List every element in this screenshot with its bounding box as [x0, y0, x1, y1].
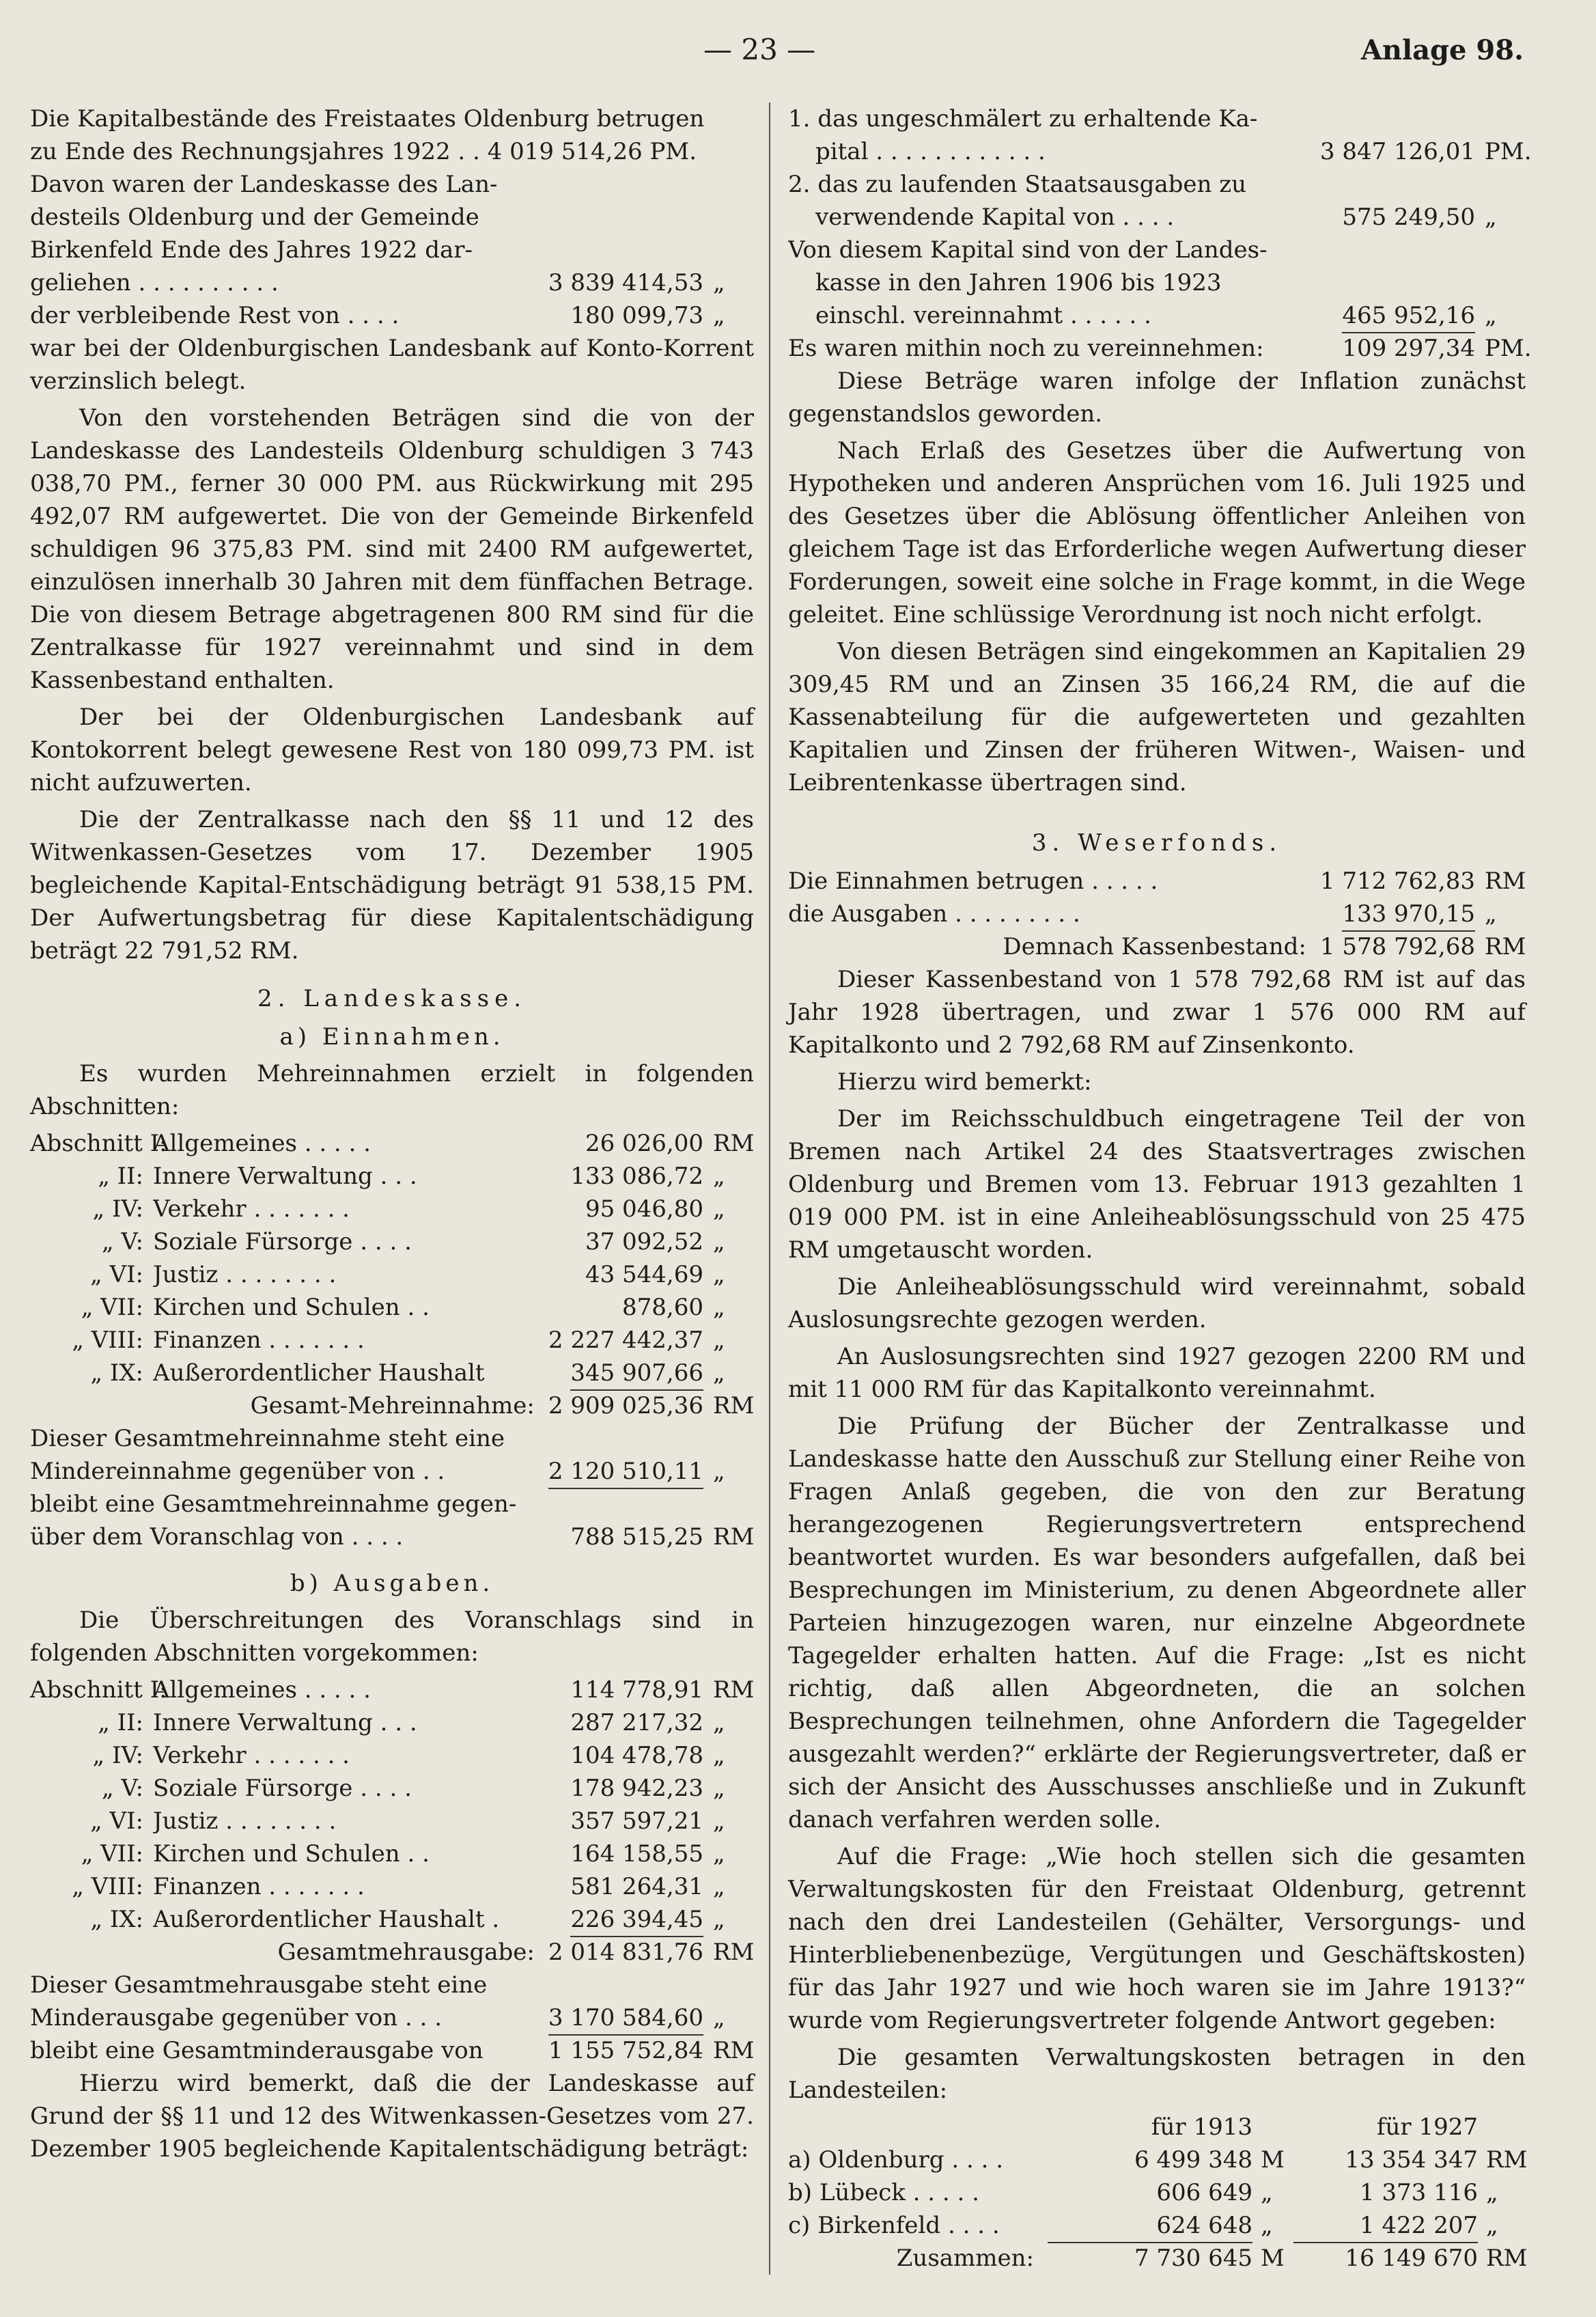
paragraph: Es wurden Mehreinnahmen erzielt in folgenden Abschnitten:	[30, 1060, 754, 1120]
table-row	[30, 1739, 754, 1772]
table-row	[30, 1193, 754, 1225]
row-unit: „	[713, 1163, 725, 1190]
costs-row	[788, 2176, 1526, 2209]
costs-header-row	[788, 2111, 1526, 2143]
value-1927: 13 354 347	[1345, 2146, 1478, 2174]
row-unit: „	[713, 1742, 725, 1769]
paragraph: Die gesamten Verwaltungskosten betragen in den Landesteilen:	[788, 2044, 1526, 2104]
costs-table	[788, 2143, 1526, 2242]
text-line: bleibt eine Gesamtmehreinnahme gegen-	[30, 1490, 517, 1518]
right-column	[788, 102, 1532, 2275]
unit-1913: „	[1261, 2179, 1273, 2206]
row-label: a) Oldenburg . . . .	[788, 2146, 1004, 2174]
value-1927: 1 422 207	[1293, 2209, 1478, 2243]
total-row: Gesamtmehrausgabe: 2 014 831,76 RM	[277, 1939, 755, 1966]
row-label: b) Lübeck . . . . .	[788, 2179, 979, 2206]
amount-row: einschl. vereinnahmt . . . . . . 465 952,16 „	[788, 299, 1526, 332]
table-row	[30, 1870, 754, 1903]
row-unit: „	[713, 1840, 725, 1868]
section-number: „ IX:	[90, 1359, 143, 1387]
row-label: Allgemeines . . . . .	[153, 1676, 371, 1704]
value-1913: 6 499 348	[1134, 2146, 1252, 2174]
section-number: „ VII:	[81, 1294, 143, 1321]
subsection-heading: b) Ausgaben.	[290, 1570, 494, 1597]
row-unit: RM	[713, 1676, 755, 1704]
table-row	[30, 1127, 754, 1160]
table-row	[30, 1903, 754, 1936]
unit-1927: „	[1486, 2179, 1498, 2206]
row-label: Innere Verwaltung . . .	[153, 1709, 417, 1736]
row-unit: „	[713, 1807, 725, 1835]
unit-1927: RM	[1486, 2146, 1528, 2174]
row-value: 104 478,78	[570, 1742, 703, 1769]
text-line: Birkenfeld Ende des Jahres 1922 dar-	[30, 236, 473, 264]
row-unit: „	[1485, 900, 1497, 928]
section-number: Abschnitt I:	[30, 1676, 167, 1704]
amount-row: verwendende Kapital von . . . . 575 249,50 „	[815, 204, 1497, 231]
row-value: 2 227 442,37	[548, 1327, 703, 1354]
row-label: Außerordentlicher Haushalt .	[153, 1906, 500, 1933]
row-value: 178 942,23	[570, 1775, 703, 1802]
paragraph: Auf die Frage: „Wie hoch stellen sich die gesamten Verwaltungskosten für den Freistaat Oldenburg, getrennt nach den drei Landesteilen (Gehälter, Versorgungs- und Hinterbliebenenbezüge, Vergütungen und Geschäftskosten) für das Jahr 1927 und wie hoch waren sie im Jahre 1913?“ wurde vom Regierungsvertreter folgende Antwort gegeben:	[788, 1843, 1526, 2034]
table-row	[30, 1160, 754, 1193]
table-row	[30, 1225, 754, 1258]
table-row	[30, 1357, 754, 1389]
row-label: Kirchen und Schulen . .	[153, 1840, 430, 1868]
paragraph: Die Überschreitungen des Voranschlags sind in folgenden Abschnitten vorgekommen:	[30, 1607, 754, 1667]
row-label: Verkehr . . . . . . .	[153, 1742, 350, 1769]
total-row: Demnach Kassenbestand: 1 578 792,68 RM	[1003, 933, 1526, 960]
row-value: 581 264,31	[570, 1873, 703, 1900]
text-line: Davon waren der Landeskasse des Lan-	[30, 171, 498, 198]
total-row: Gesamt-Mehreinnahme: 2 909 025,36 RM	[250, 1392, 755, 1419]
section-number: „ VIII:	[72, 1327, 143, 1354]
row-value: 164 158,55	[570, 1840, 703, 1868]
row-unit: „	[713, 1195, 725, 1223]
row-unit: „	[713, 1261, 725, 1288]
page-header	[0, 25, 1596, 79]
row-unit: „	[713, 1709, 725, 1736]
costs-row	[788, 2209, 1526, 2242]
table-row	[30, 1805, 754, 1837]
row-value: 1 712 762,83	[1319, 868, 1475, 895]
section-number: „ IX:	[90, 1906, 143, 1933]
row-label: Finanzen . . . . . . .	[153, 1873, 365, 1900]
row-value: 95 046,80	[585, 1195, 703, 1223]
text-line: zu Ende des Rechnungsjahres 1922 . . 4 019 514,26 PM.	[30, 138, 697, 165]
row-unit: „	[713, 1906, 725, 1933]
unit-1927: „	[1486, 2212, 1498, 2239]
row-unit: RM	[713, 1130, 755, 1157]
expense-table	[30, 1674, 754, 1936]
year-1927-header: für 1927	[1376, 2113, 1478, 2141]
paragraph: Die Prüfung der Bücher der Zentralkasse und Landeskasse hatte den Ausschuß zur Stellung einer Reihe von Fragen Anlaß gegeben, die von den zur Beratung herangezogenen Regierungsvertretern entsprechend beantwortet wurden. Es war besonders aufgefallen, daß bei Besprechungen im Ministerium, zu denen Abgeordnete aller Parteien hinzugezogen waren, nur einzelne Abgeordnete Tagegelder erhalten hatten. Auf die Frage: „Ist es nicht richtig, daß allen Abgeordneten, die an solchen Besprechungen teilnehmen, ohne Anfordern die Tagegelder ausgezahlt werden?“ erklärte der Regierungsvertreter, daß er sich der Ansicht des Ausschusses anschließe und in Zukunft danach verfahren werden solle.	[788, 1413, 1526, 1833]
row-label: Die Einnahmen betrugen . . . . .	[788, 868, 1158, 895]
value-1913: 624 648	[1048, 2209, 1252, 2243]
page-number: — 23 —	[703, 33, 816, 66]
paragraph: An Auslosungsrechten sind 1927 gezogen 2200 RM und mit 11 000 RM für das Kapitalkonto vereinnahmt.	[788, 1343, 1526, 1403]
section-number: „ IV:	[92, 1742, 143, 1769]
paragraph: Die Anleiheablösungsschuld wird vereinnahmt, sobald Auslosungsrechte gezogen werden.	[788, 1273, 1526, 1333]
row-value: 43 544,69	[585, 1261, 703, 1288]
row-value: 287 217,32	[570, 1709, 703, 1736]
section-heading: 3. Weserfonds.	[1031, 829, 1283, 857]
text-line: Die Kapitalbestände des Freistaates Oldenburg betrugen	[30, 105, 705, 133]
section-number: „ V:	[101, 1775, 143, 1802]
appendix-label: Anlage 98.	[1360, 34, 1524, 66]
subsection-heading: a) Einnahmen.	[279, 1023, 505, 1051]
table-row	[30, 1706, 754, 1739]
text-line: desteils Oldenburg und der Gemeinde	[30, 204, 479, 231]
costs-row	[788, 2143, 1526, 2176]
table-row	[788, 898, 1526, 930]
row-unit: RM	[1485, 868, 1526, 895]
costs-total-row: Zusammen: 7 730 645 M 16 149 670 RM	[896, 2245, 1528, 2272]
row-label: Finanzen . . . . . . .	[153, 1327, 365, 1354]
row-label: Justiz . . . . . . . .	[153, 1807, 337, 1835]
paragraph: Dieser Kassenbestand von 1 578 792,68 RM ist auf das Jahr 1928 übertragen, und zwar 1 576 000 RM auf Kapitalkonto und 2 792,68 RM auf Zinsenkonto.	[788, 966, 1526, 1059]
text-line: kasse in den Jahren 1906 bis 1923	[815, 269, 1222, 296]
row-label: Soziale Fürsorge . . . .	[153, 1775, 412, 1802]
table-row	[30, 1324, 754, 1357]
table-row	[788, 865, 1526, 898]
row-label: Soziale Fürsorge . . . .	[153, 1228, 412, 1255]
unit-1913: „	[1261, 2212, 1273, 2239]
table-row	[30, 1291, 754, 1324]
row-value: 133 086,72	[570, 1163, 703, 1190]
row-value: 345 907,66	[570, 1357, 703, 1391]
row-unit: „	[713, 1294, 725, 1321]
row-unit: „	[713, 1228, 725, 1255]
amount-row: über dem Voranschlag von . . . . 788 515,25 RM	[30, 1523, 755, 1551]
section-number: „ II:	[98, 1163, 143, 1190]
row-unit: „	[713, 1873, 725, 1900]
unit-1913: M	[1261, 2146, 1285, 2174]
text-line: 1. das ungeschmälert zu erhaltende Ka-	[788, 105, 1258, 133]
row-value: 114 778,91	[570, 1676, 703, 1704]
total-row: Es waren mithin noch zu vereinnehmen: 109 297,34 PM.	[788, 335, 1532, 362]
row-value: 26 026,00	[585, 1130, 703, 1157]
row-value: 357 597,21	[570, 1807, 703, 1835]
amount-row: der verbleibende Rest von . . . . 180 099,73 „	[30, 302, 725, 329]
table-row	[30, 1258, 754, 1291]
paragraph: Der bei der Oldenburgischen Landesbank auf Kontokorrent belegt gewesene Rest von 180 099,73 PM. ist nicht aufzuwerten.	[30, 704, 754, 796]
amount-row: Minderausgabe gegenüber von . . . 3 170 584,60 „	[30, 2001, 754, 2034]
section-number: „ VIII:	[72, 1873, 143, 1900]
section-number: Abschnitt I:	[30, 1130, 167, 1157]
text-line: Von diesem Kapital sind von der Landes-	[788, 236, 1268, 264]
section-number: „ V:	[101, 1228, 143, 1255]
row-label: Außerordentlicher Haushalt	[153, 1359, 485, 1387]
paragraph: Von den vorstehenden Beträgen sind die von der Landeskasse des Landesteils Oldenburg schuldigen 3 743 038,70 PM., ferner 30 000 PM. aus Rückwirkung mit 295 492,07 RM aufgewertet. Die von der Gemeinde Birkenfeld schuldigen 96 375,83 PM. sind mit 2400 RM aufgewertet, einzulösen innerhalb 30 Jahren mit dem fünffachen Betrage. Die von diesem Betrage abgetragenen 800 RM sind für die Zentralkasse für 1927 vereinnahmt und sind in dem Kassenbestand enthalten.	[30, 404, 754, 694]
text-line: 2. das zu laufenden Staatsausgaben zu	[788, 171, 1247, 198]
row-label: Kirchen und Schulen . .	[153, 1294, 430, 1321]
column-divider	[769, 102, 770, 2275]
section-number: „ IV:	[92, 1195, 143, 1223]
table-row	[30, 1772, 754, 1805]
section-heading: 2. Landeskasse.	[257, 985, 527, 1012]
income-table	[30, 1127, 754, 1389]
row-label: die Ausgaben . . . . . . . . .	[788, 900, 1080, 928]
amount-row: pital . . . . . . . . . . . . 3 847 126,01 PM.	[815, 138, 1532, 165]
row-label: Verkehr . . . . . . .	[153, 1195, 350, 1223]
section-number: „ II:	[98, 1709, 143, 1736]
paragraph: Von diesen Beträgen sind eingekommen an Kapitalien 29 309,45 RM und an Zinsen 35 166,24 RM, die auf die Kassenabteilung für die aufgewerteten und gezahlten Kapitalien und Zinsen der früheren Witwen-, Waisen- und Leibrentenkasse übertragen sind.	[788, 638, 1526, 796]
table-row	[30, 1837, 754, 1870]
row-value: 226 394,45	[570, 1903, 703, 1937]
weser-table	[788, 865, 1526, 930]
section-number: „ VI:	[90, 1807, 143, 1835]
paragraph: Die der Zentralkasse nach den §§ 11 und 12 des Witwenkassen-Gesetzes vom 17. Dezember 1905 begleichende Kapital-Entschädigung beträgt 91 538,15 PM. Der Aufwertungsbetrag für diese Kapitalentschädigung beträgt 22 791,52 RM.	[30, 806, 754, 965]
section-number: „ VII:	[81, 1840, 143, 1868]
row-label: c) Birkenfeld . . . .	[788, 2212, 1000, 2239]
amount-row: Mindereinnahme gegenüber von . . 2 120 510,11 „	[30, 1455, 754, 1488]
left-column	[30, 102, 754, 2169]
row-value: 878,60	[622, 1294, 703, 1321]
paragraph: Hierzu wird bemerkt:	[837, 1068, 1092, 1096]
year-1913-header: für 1913	[1151, 2113, 1252, 2141]
text-line: Dieser Gesamtmehreinnahme steht eine	[30, 1425, 505, 1452]
paragraph: Diese Beträge waren infolge der Inflation zunächst gegenstandslos geworden.	[788, 367, 1526, 428]
row-label: Justiz . . . . . . . .	[153, 1261, 337, 1288]
section-number: „ VI:	[90, 1261, 143, 1288]
paragraph: Nach Erlaß des Gesetzes über die Aufwertung von Hypotheken und anderen Ansprüchen vom 16. Juli 1925 und des Gesetzes über die Ablösung öffentlicher Anleihen von gleichem Tage ist das Erforderliche wegen Aufwertung dieser Forderungen, soweit eine solche in Frage kommt, in die Wege geleitet. Eine schlüssige Verordnung ist noch nicht erfolgt.	[788, 437, 1526, 628]
row-unit: „	[713, 1359, 725, 1387]
text-line: Dieser Gesamtmehrausgabe steht eine	[30, 1971, 488, 1999]
row-label: Allgemeines . . . . .	[153, 1130, 371, 1157]
row-unit: „	[713, 1327, 725, 1354]
amount-row: geliehen . . . . . . . . . . 3 839 414,53 „	[30, 269, 725, 296]
paragraph: Hierzu wird bemerkt, daß die der Landeskasse auf Grund der §§ 11 und 12 des Witwenkassen-Gesetzes vom 27. Dezember 1905 begleichende Kapitalentschädigung beträgt:	[30, 2070, 754, 2163]
row-unit: „	[713, 1775, 725, 1802]
paragraph: Der im Reichsschuldbuch eingetragene Teil der von Bremen nach Artikel 24 des Staatsvertrages zwischen Oldenburg und Bremen vom 13. Februar 1913 gezahlten 1 019 000 PM. ist in eine Anleiheablösungsschuld von 25 475 RM umgetauscht worden.	[788, 1105, 1526, 1264]
value-1927: 1 373 116	[1359, 2179, 1478, 2206]
table-row	[30, 1674, 754, 1706]
row-label: Innere Verwaltung . . .	[153, 1163, 417, 1190]
value-1913: 606 649	[1156, 2179, 1252, 2206]
row-value: 37 092,52	[585, 1228, 703, 1255]
paragraph: war bei der Oldenburgischen Landesbank auf Konto-Korrent verzinslich belegt.	[30, 335, 754, 395]
amount-row: bleibt eine Gesamtminderausgabe von 1 155 752,84 RM	[30, 2037, 755, 2064]
row-value: 133 970,15	[1342, 898, 1475, 932]
